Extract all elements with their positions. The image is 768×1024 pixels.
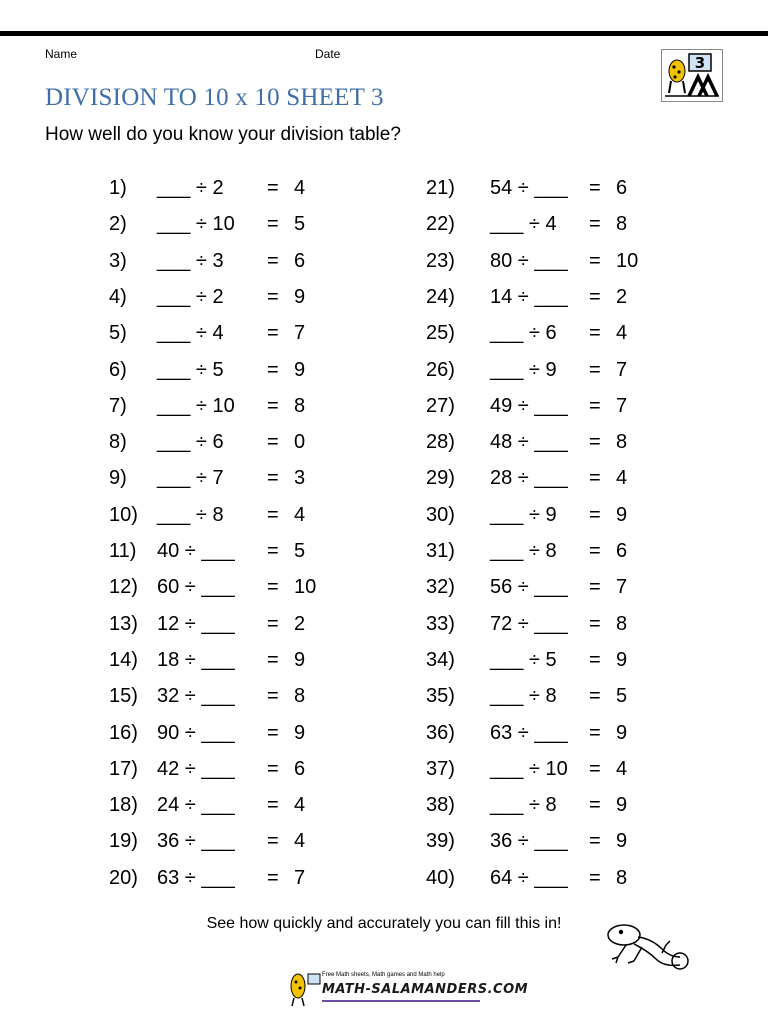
- page-subtitle: How well do you know your division table?: [45, 124, 401, 145]
- question-number: 24): [426, 285, 455, 308]
- equals-sign: =: [267, 431, 279, 454]
- question-row: [0, 245, 768, 277]
- question-number: 28): [426, 431, 455, 454]
- question-number: 17): [109, 757, 138, 780]
- question-expression: ___ ÷ 8: [157, 503, 224, 526]
- equals-sign: =: [589, 177, 601, 199]
- question-number: 15): [109, 685, 138, 708]
- question-number: 30): [426, 503, 455, 526]
- question-expression: 54 ÷ ___: [490, 177, 568, 199]
- question-expression: ___ ÷ 7: [157, 467, 224, 490]
- question-row: [0, 571, 768, 603]
- question-row: [0, 354, 768, 386]
- salamander-illustration: [604, 917, 694, 987]
- brand-name: MATH-SALAMANDERS.COM: [322, 982, 529, 997]
- question-expression: ___ ÷ 3: [157, 249, 224, 272]
- question-answer: 9: [616, 830, 628, 853]
- equals-sign: =: [267, 866, 279, 889]
- equals-sign: =: [267, 576, 279, 599]
- question-expression: ___ ÷ 9: [490, 358, 557, 381]
- question-answer: 9: [616, 503, 628, 526]
- question-answer: 7: [616, 394, 628, 417]
- question-expression: 49 ÷ ___: [490, 394, 568, 417]
- question-answer: 0: [294, 431, 306, 454]
- question-number: 13): [109, 612, 138, 635]
- equals-sign: =: [267, 685, 279, 708]
- question-answer: 7: [294, 866, 306, 889]
- question-expression: ___ ÷ 4: [157, 322, 224, 345]
- question-expression: ___ ÷ 2: [157, 177, 224, 199]
- question-expression: 60 ÷ ___: [157, 576, 235, 599]
- question-answer: 7: [616, 576, 628, 599]
- question-number: 14): [109, 648, 138, 671]
- top-rule: [0, 31, 768, 36]
- question-answer: 4: [294, 177, 306, 199]
- question-number: 20): [109, 866, 138, 889]
- question-row: [0, 753, 768, 785]
- question-number: 29): [426, 467, 455, 490]
- question-answer: 4: [294, 503, 306, 526]
- question-number: 16): [109, 721, 138, 744]
- question-expression: 36 ÷ ___: [157, 830, 235, 853]
- equals-sign: =: [267, 177, 279, 199]
- question-expression: ___ ÷ 8: [490, 540, 557, 562]
- question-number: 33): [426, 612, 455, 635]
- question-answer: 9: [294, 721, 306, 744]
- question-expression: ___ ÷ 5: [490, 648, 557, 671]
- question-answer: 4: [616, 322, 628, 345]
- question-row: [0, 281, 768, 313]
- equals-sign: =: [267, 322, 279, 345]
- question-answer: 3: [294, 467, 306, 490]
- instruction-footer: See how quickly and accurately you can fill this in!: [206, 915, 562, 932]
- question-expression: 64 ÷ ___: [490, 866, 568, 889]
- question-expression: 40 ÷ ___: [157, 540, 235, 562]
- question-expression: 24 ÷ ___: [157, 794, 235, 817]
- equals-sign: =: [267, 612, 279, 635]
- question-answer: 6: [616, 177, 628, 199]
- question-expression: 63 ÷ ___: [490, 721, 568, 744]
- logo-number: 3: [694, 54, 706, 72]
- question-row: [0, 172, 768, 204]
- question-number: 8): [109, 431, 127, 454]
- question-row: [0, 390, 768, 422]
- equals-sign: =: [589, 213, 601, 236]
- question-expression: ___ ÷ 9: [490, 503, 557, 526]
- equals-sign: =: [267, 794, 279, 817]
- page-title: DIVISION TO 10 x 10 SHEET 3: [45, 84, 384, 111]
- question-expression: ___ ÷ 6: [157, 431, 224, 454]
- equals-sign: =: [267, 358, 279, 381]
- question-expression: 72 ÷ ___: [490, 612, 568, 635]
- question-number: 35): [426, 685, 455, 708]
- question-number: 19): [109, 830, 138, 853]
- question-number: 22): [426, 213, 455, 236]
- equals-sign: =: [267, 757, 279, 780]
- question-number: 23): [426, 249, 455, 272]
- question-expression: ___ ÷ 8: [490, 794, 557, 817]
- question-expression: ___ ÷ 10: [490, 757, 568, 780]
- question-number: 6): [109, 358, 127, 381]
- equals-sign: =: [589, 612, 601, 635]
- equals-sign: =: [589, 431, 601, 454]
- equals-sign: =: [589, 866, 601, 889]
- equals-sign: =: [267, 721, 279, 744]
- question-number: 36): [426, 721, 455, 744]
- equals-sign: =: [589, 249, 601, 272]
- question-number: 12): [109, 576, 138, 599]
- equals-sign: =: [589, 540, 601, 562]
- equals-sign: =: [267, 648, 279, 671]
- question-answer: 9: [294, 648, 306, 671]
- question-expression: ___ ÷ 10: [157, 394, 235, 417]
- question-expression: ___ ÷ 5: [157, 358, 224, 381]
- question-row: [0, 825, 768, 857]
- equals-sign: =: [267, 394, 279, 417]
- question-number: 32): [426, 576, 455, 599]
- question-expression: ___ ÷ 6: [490, 322, 557, 345]
- question-answer: 8: [616, 612, 628, 635]
- question-row: [0, 462, 768, 494]
- name-label: Name: [45, 47, 78, 61]
- question-number: 7): [109, 394, 127, 417]
- question-expression: ___ ÷ 10: [157, 213, 235, 236]
- question-number: 11): [109, 540, 137, 562]
- question-answer: 8: [616, 431, 628, 454]
- question-answer: 2: [616, 285, 628, 308]
- question-number: 38): [426, 794, 455, 817]
- question-row: [0, 499, 768, 531]
- equals-sign: =: [267, 249, 279, 272]
- question-expression: 18 ÷ ___: [157, 648, 235, 671]
- question-answer: 6: [294, 249, 306, 272]
- question-number: 21): [426, 177, 455, 199]
- question-expression: 36 ÷ ___: [490, 830, 568, 853]
- question-expression: 48 ÷ ___: [490, 431, 568, 454]
- question-number: 27): [426, 394, 455, 417]
- equals-sign: =: [267, 830, 279, 853]
- equals-sign: =: [589, 576, 601, 599]
- question-row: [0, 426, 768, 458]
- equals-sign: =: [589, 757, 601, 780]
- equals-sign: =: [267, 285, 279, 308]
- equals-sign: =: [589, 648, 601, 671]
- question-number: 5): [109, 322, 127, 345]
- question-expression: 12 ÷ ___: [157, 612, 235, 635]
- equals-sign: =: [267, 503, 279, 526]
- salamander-logo: [661, 49, 723, 102]
- question-expression: ___ ÷ 2: [157, 285, 224, 308]
- question-answer: 5: [294, 213, 306, 236]
- equals-sign: =: [589, 721, 601, 744]
- question-answer: 7: [294, 322, 306, 345]
- equals-sign: =: [589, 830, 601, 853]
- question-answer: 6: [294, 757, 306, 780]
- question-answer: 9: [294, 358, 306, 381]
- question-number: 26): [426, 358, 455, 381]
- question-expression: ___ ÷ 8: [490, 685, 557, 708]
- equals-sign: =: [589, 467, 601, 490]
- question-answer: 9: [616, 648, 628, 671]
- question-expression: ___ ÷ 4: [490, 213, 557, 236]
- question-row: [0, 789, 768, 821]
- question-answer: 4: [616, 757, 628, 780]
- equals-sign: =: [589, 503, 601, 526]
- question-expression: 32 ÷ ___: [157, 685, 235, 708]
- question-row: [0, 535, 768, 567]
- equals-sign: =: [589, 685, 601, 708]
- question-answer: 7: [616, 358, 628, 381]
- question-number: 2): [109, 213, 127, 236]
- question-number: 9): [109, 467, 127, 490]
- question-number: 40): [426, 866, 455, 889]
- question-answer: 4: [616, 467, 628, 490]
- question-answer: 10: [294, 576, 317, 599]
- question-expression: 80 ÷ ___: [490, 249, 568, 272]
- equals-sign: =: [589, 322, 601, 345]
- question-row: [0, 317, 768, 349]
- date-label: Date: [315, 47, 341, 61]
- question-answer: 8: [294, 685, 306, 708]
- equals-sign: =: [589, 394, 601, 417]
- question-number: 39): [426, 830, 455, 853]
- question-number: 31): [426, 540, 455, 562]
- question-answer: 9: [616, 721, 628, 744]
- question-answer: 9: [294, 285, 306, 308]
- question-expression: 14 ÷ ___: [490, 285, 568, 308]
- question-expression: 56 ÷ ___: [490, 576, 568, 599]
- question-row: [0, 608, 768, 640]
- equals-sign: =: [267, 213, 279, 236]
- question-number: 3): [109, 249, 127, 272]
- question-expression: 63 ÷ ___: [157, 866, 235, 889]
- question-answer: 4: [294, 830, 306, 853]
- question-number: 37): [426, 757, 455, 780]
- equals-sign: =: [589, 285, 601, 308]
- equals-sign: =: [267, 467, 279, 490]
- question-number: 18): [109, 794, 138, 817]
- question-number: 34): [426, 648, 455, 671]
- question-answer: 5: [294, 540, 306, 562]
- question-row: [0, 717, 768, 749]
- question-answer: 8: [294, 394, 306, 417]
- question-number: 10): [109, 503, 138, 526]
- question-row: [0, 680, 768, 712]
- equals-sign: =: [589, 358, 601, 381]
- question-answer: 8: [616, 866, 628, 889]
- question-answer: 6: [616, 540, 628, 562]
- question-number: 25): [426, 322, 455, 345]
- question-expression: 42 ÷ ___: [157, 757, 235, 780]
- question-answer: 5: [616, 685, 628, 708]
- equals-sign: =: [589, 794, 601, 817]
- question-expression: 28 ÷ ___: [490, 467, 568, 490]
- question-number: 1): [109, 177, 127, 199]
- equals-sign: =: [267, 540, 279, 562]
- question-answer: 9: [616, 794, 628, 817]
- question-row: [0, 862, 768, 894]
- question-answer: 2: [294, 612, 306, 635]
- brand-underline: [322, 1000, 480, 1002]
- question-answer: 8: [616, 213, 628, 236]
- question-number: 4): [109, 285, 127, 308]
- question-expression: 90 ÷ ___: [157, 721, 235, 744]
- question-answer: 10: [616, 249, 639, 272]
- question-row: [0, 208, 768, 240]
- question-answer: 4: [294, 794, 306, 817]
- brand-tagline: Free Math sheets, Math games and Math help: [322, 972, 445, 978]
- question-row: [0, 644, 768, 676]
